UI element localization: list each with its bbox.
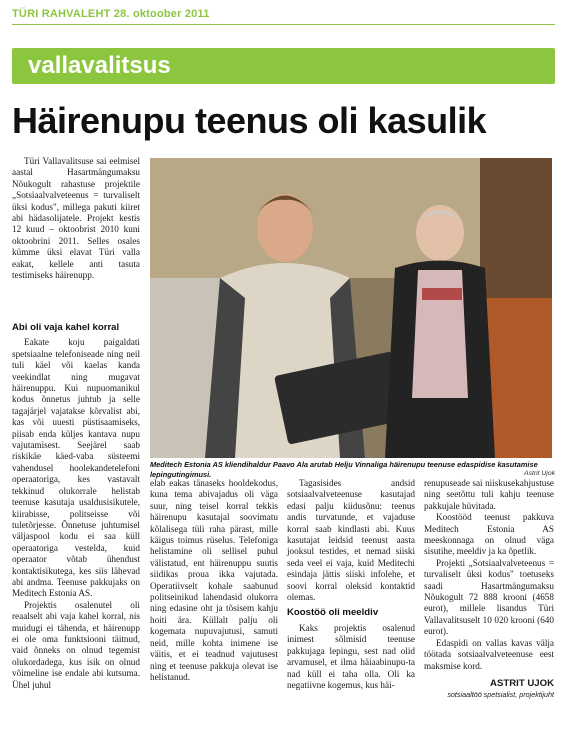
- author-role: sotsiaaltöö spetsialist, projektijuht: [447, 690, 554, 700]
- masthead-rule: [12, 24, 555, 25]
- body-paragraph: Koostööd teenust pakkuva Meditech Estonia AS meeskonnaga on olnud väga sisutihe, meeldiv ja ka õpetlik.: [424, 512, 554, 557]
- body-paragraph: Projekti „Sotsiaalvalveteenus = turvaliselt üksi kodus" toetuseks saadi Hasartmängumaksu Nõukogult 72 888 krooni (4658 eurot), millele lisandus Türi Vallavalitsuselt 10 020 krooni (640 eurot).: [424, 557, 554, 637]
- body-paragraph: Tagasisides andsid sotsiaalvalveteenuse kasutajad edasi palju kiidusõnu: teenus andis turvatunde, et vajaduse korral saab kindlasti abi. Kuus kasutajat leidsid teenust aasta jooksul testides, et nemad siiski seda veel ei vaja, kuid Meditechi esindaja jättis siiski infolehe, et soovi korral oleksid kontaktid olemas.: [287, 478, 415, 603]
- article-column-4: [424, 478, 554, 701]
- body-paragraph: renupuseade sai niiskusekahjustuse ning seetõttu tuli kahju teenuse pakkujale hüvitada.: [424, 478, 554, 511]
- body-paragraph: Eakate koju paigaldati spetsiaalne telefoniseade ning neil tuli käel või kaelas kanda veekindlat ning mugavat häirenuppu. Kui nupuomanikul kodus õnnetus juhtub ja selle tagajärjel vajatakse kõrvalist abi, kas või uuesti püstisaamiseks, piisab enda küljes kantava nupu vajutamisest. Seejärel saab riskikäe käed-vaba süsteemi vahendusel hoolekandetelefoni operaatoriga, kes vastavalt tekkinud olukorrale helistab teenuse kasutaja usaldusisikutele, kiirabisse, politseisse või tuletõrjesse. Õnnetuse juhtumisel väljaspool kodu ei saa küll operaatoriga vestelda, kuid operaator võtab ühendust kontaktisikutega, kes siis lähevad abi andma. Teenuse pakkujaks on Meditech Estonia AS.: [12, 337, 140, 599]
- article-column-3: [287, 478, 415, 691]
- article-intro: [12, 156, 140, 281]
- article-column-1: [12, 318, 140, 691]
- subheading-help-needed: Abi oli vaja kahel korral: [12, 322, 120, 333]
- article-photo: [150, 158, 552, 458]
- photo-caption: Meditech Estonia AS kliendihaldur Paavo Ala arutab Helju Vinnaliga häirenupu teenuse edaspidise kasutamise lepingutingimusi.: [150, 460, 538, 479]
- article-headline: Häirenupu teenus oli kasulik: [12, 100, 487, 141]
- masthead: TÜRI RAHVALEHT 28. oktoober 2011: [12, 8, 210, 20]
- author-name: ASTRIT UJOK: [490, 677, 554, 689]
- subheading-cooperation: Koostöö oli meeldiv: [287, 607, 379, 619]
- body-paragraph: Projektis osalenutel oli reaalselt abi vaja kahel korral, nis muidugi ei tähenda, et häirenupp ei ole oma funktsiooni täitnud, vaid õnneks on olnud tegemist olukordadega, kus isik on olnud võimeline ise endale abi kutsuma. Ühel juhul: [12, 599, 140, 690]
- section-title: vallavalitsus: [28, 52, 171, 79]
- body-paragraph: Edaspidi on vallas kavas välja töötada sotsiaalvalveteenuse eest maksmise kord.: [424, 637, 554, 671]
- section-banner: [12, 48, 555, 84]
- article-column-2: [150, 478, 278, 683]
- photo-illustration: [150, 158, 552, 458]
- body-paragraph: Kaks projektis osalenud inimest sõlmisid teenuse pakkujaga lepingu, sest nad olid arvamusel, et ilma häiaabinupu-ta nad küll ei taha olla. Oli ka negatiivne kogemus, kus häi-: [287, 622, 415, 690]
- intro-paragraph: Türi Vallavalitsuse sai eelmisel aastal Hasartmängumaksu Nõukogult rahastuse projektile „Sotsiaalvalveteenus = turvaliselt üksi kodus", millega pakuti kiiret abi hädasolijatele. Projekt kestis 12 kuud – oktoobrist 2010 kuni oktoobrini 2011. Selles osales kümme üksi elavat Türi valla eakat, kellele anti tasuta testimiseks häirenupp.: [12, 156, 140, 281]
- photo-credit: Astrit Ujok: [524, 470, 555, 477]
- body-paragraph: elab eakas tänaseks hooldekodus, kuna tema abivajadus oli väga suur, ning teisel korral tekkis häirenupu kasutajal soovimatu kõlalisega tüli raha pärast, mille käigus toimus rüselus. Telefoniga helistamine oli sellisel puhul välistatud, ent häirenuppu suutis siidikas proua ikka vajutada. Operatiivselt kohale saabunud politseinikud lahendasid olukorra ning edasine oht ja tõsisem kahju hoiti ära. Küllalt palju oli kogemata nupuvajutusi, samuti neid, mille kohta inimene ise väitis, et ei teadnud vajutusest ning et teenuse pakkuja olevat ise helistanud.: [150, 478, 278, 682]
